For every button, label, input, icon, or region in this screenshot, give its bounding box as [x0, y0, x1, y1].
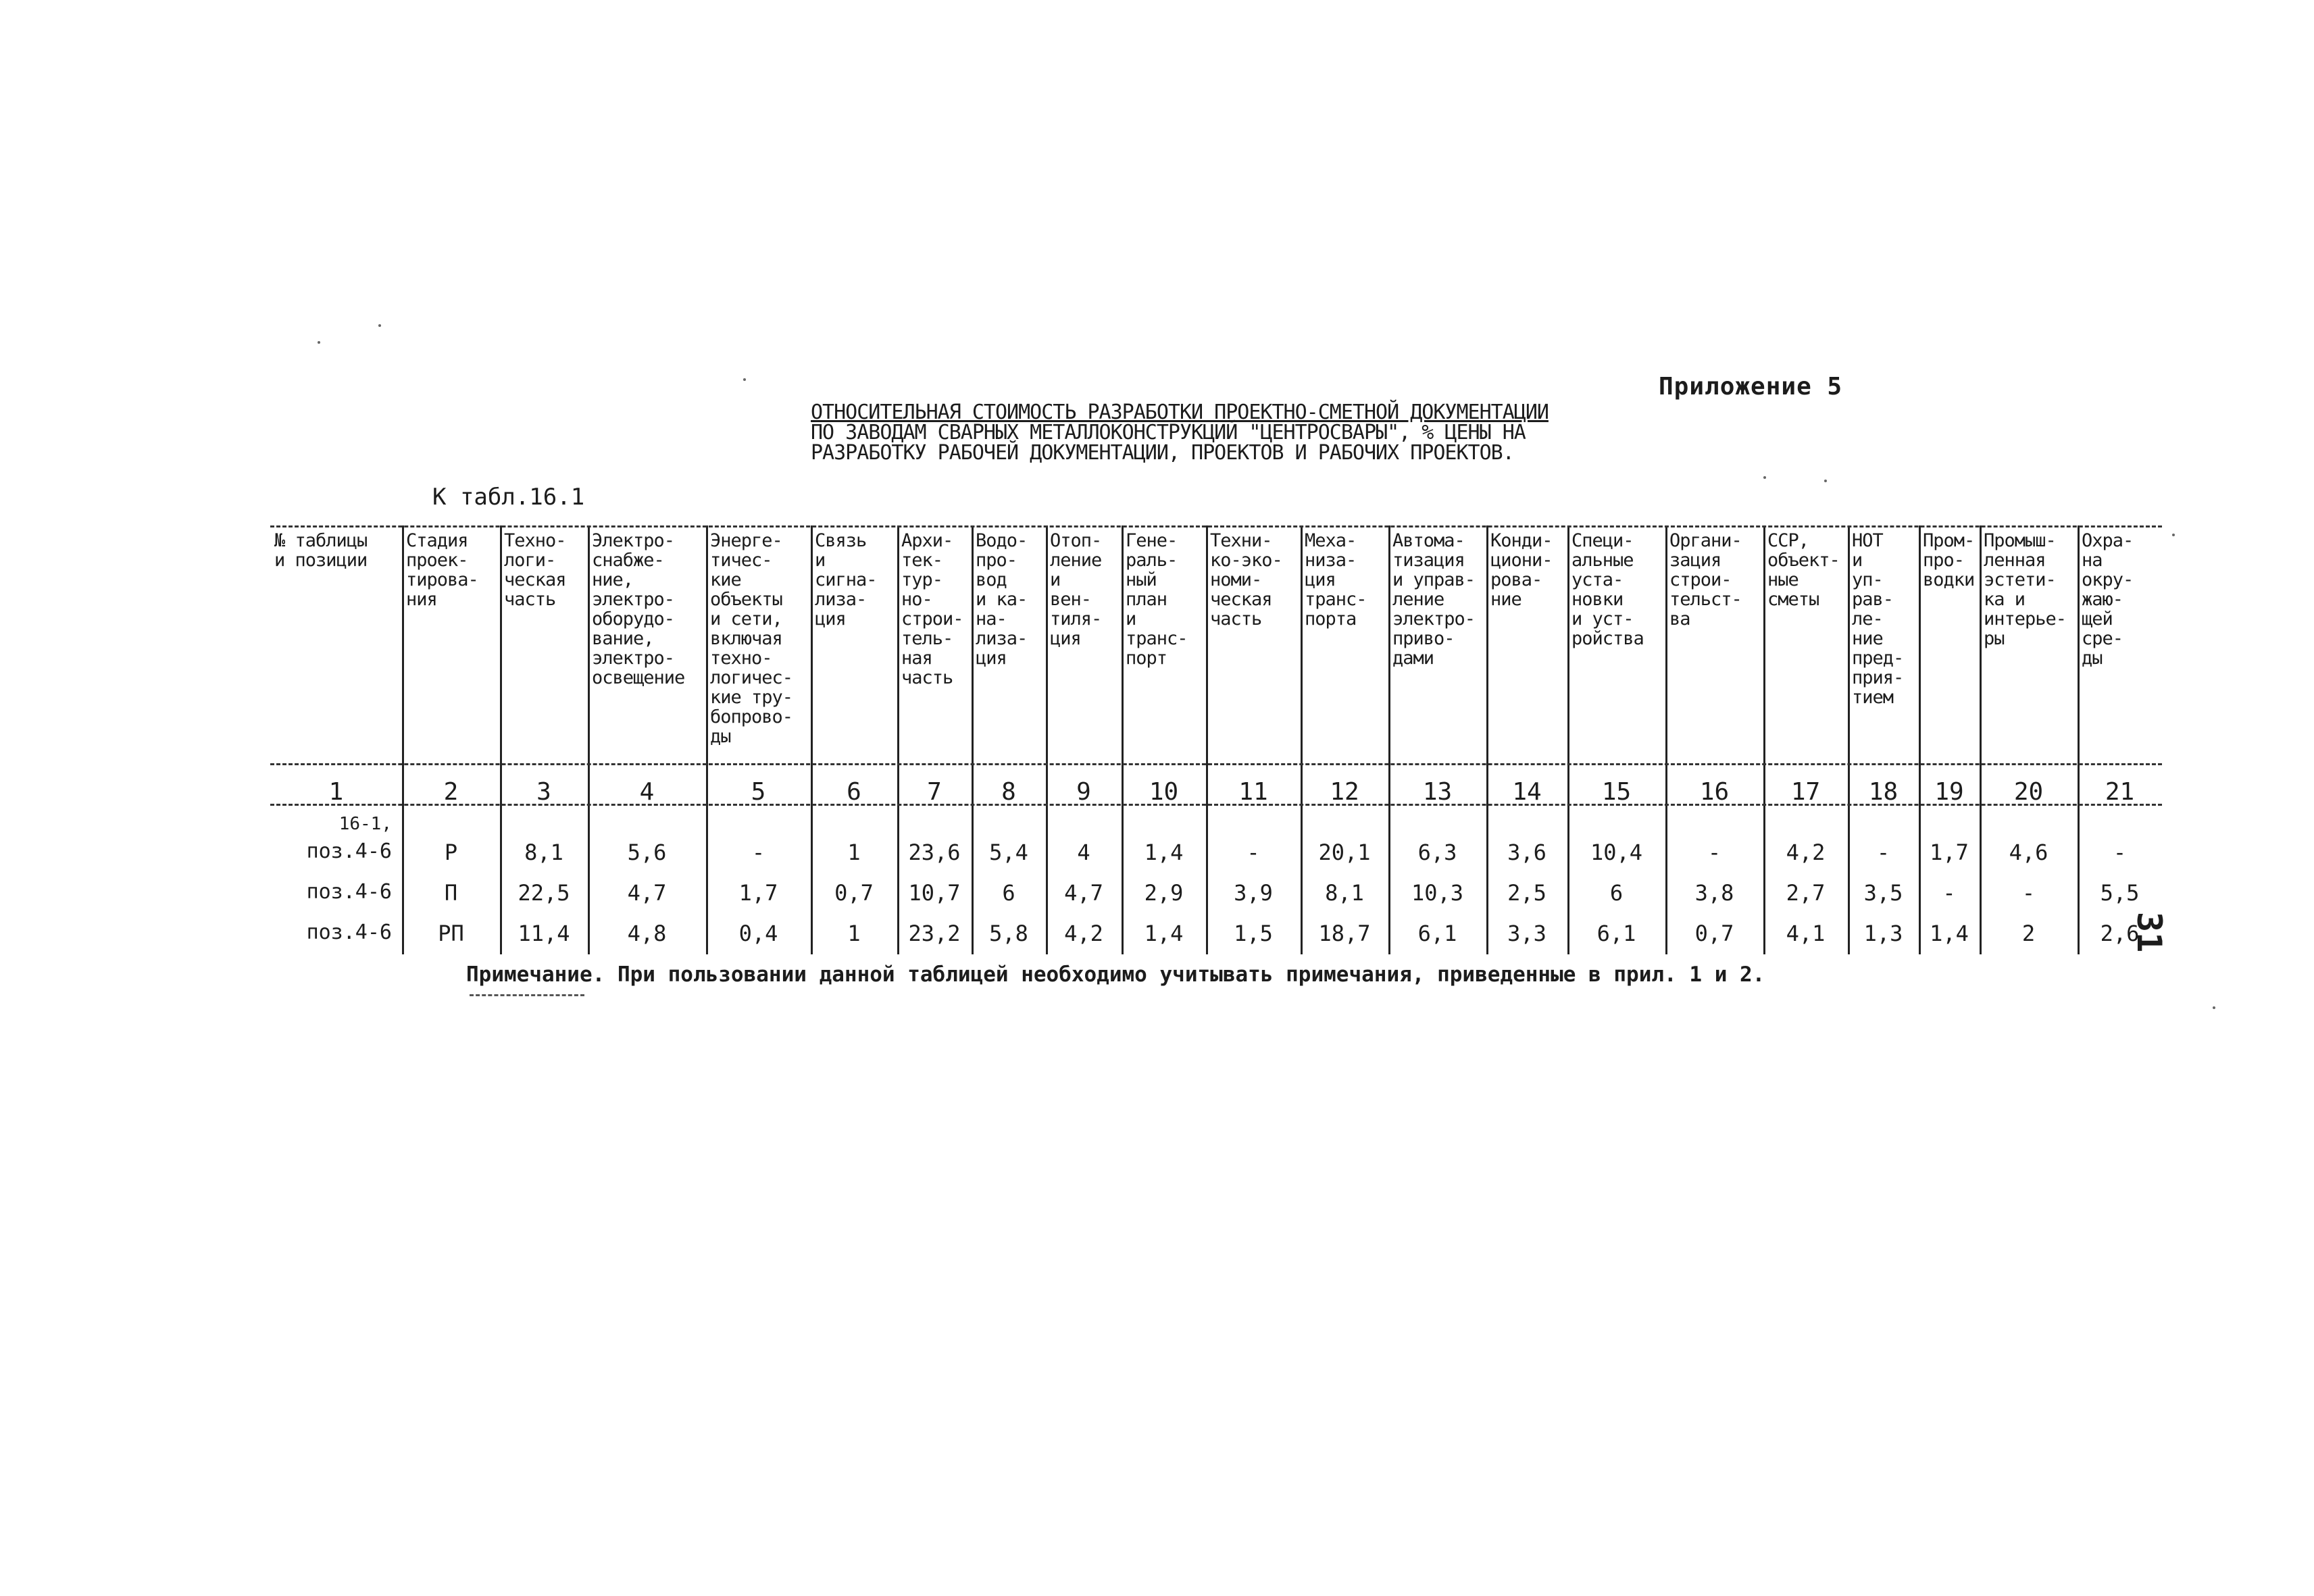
table-cell: 4,2	[1786, 840, 1826, 865]
table-cell: 18,7	[1318, 921, 1371, 946]
table-cell: -	[2021, 880, 2036, 906]
table-reference: К табл.16.1	[432, 484, 585, 511]
table-cell: 1,3	[1863, 921, 1903, 946]
row-label: поз.4-6	[306, 880, 392, 904]
table-cell: 6,3	[1417, 840, 1457, 865]
table-cell: 2,5	[1507, 880, 1546, 906]
column-number: 18	[1868, 778, 1898, 806]
column-header: Органи- зация строи- тельст- ва	[1669, 531, 1742, 629]
table-cell: -	[1942, 880, 1956, 906]
column-header: ССР, объект- ные сметы	[1767, 531, 1840, 609]
scan-speck	[2213, 1006, 2215, 1009]
row-label-top: 16-1,	[338, 814, 392, 834]
table-cell: 8,1	[524, 840, 563, 865]
column-header: Архи- тек- тур- но- строи- тель- ная часть	[901, 531, 963, 688]
table-cell: 2	[2021, 921, 2036, 946]
column-number: 12	[1330, 778, 1359, 806]
column-header: Конди- циони- рова- ние	[1490, 531, 1553, 609]
column-number: 3	[536, 778, 551, 806]
column-number: 2	[443, 778, 459, 806]
table-cell: 11,4	[518, 921, 570, 946]
scan-speck	[378, 324, 381, 327]
table-cell: 10,7	[908, 880, 961, 906]
table-cell: 4,2	[1064, 921, 1103, 946]
column-number: 17	[1790, 778, 1821, 806]
scan-speck	[1824, 480, 1827, 482]
column-header: Техни- ко-эко- номи- ческая часть	[1210, 531, 1282, 629]
scan-speck	[318, 341, 320, 344]
column-number: 8	[1001, 778, 1016, 806]
table-cell: 22,5	[518, 880, 570, 906]
column-header: № таблицы и позиции	[274, 531, 368, 570]
table-cell: 6,1	[1596, 921, 1636, 946]
table-cell: 1,7	[738, 880, 778, 906]
table-cell: 20,1	[1318, 840, 1371, 865]
column-header: Стадия проек- тирова- ния	[406, 531, 478, 609]
table-cell: 1,4	[1144, 840, 1184, 865]
table-cell: 3,9	[1234, 880, 1273, 906]
title-line: ПО ЗАВОДАМ СВАРНЫХ МЕТАЛЛОКОНСТРУКЦИЙ "ЦЕНТРОСВАРЫ", % ЦЕНЫ НА	[811, 421, 1526, 444]
table-cell: 3,5	[1863, 880, 1903, 906]
table-cell: 6,1	[1417, 921, 1457, 946]
column-number: 5	[751, 778, 766, 806]
column-number: 19	[1934, 778, 1964, 806]
page-number: 31	[2130, 912, 2169, 953]
column-number: 1	[328, 778, 344, 806]
table-cell: 5,6	[627, 840, 667, 865]
table-cell: 3,3	[1507, 921, 1546, 946]
column-number: 20	[2013, 778, 2044, 806]
column-header: Электро- снабже- ние, электро- оборудо- вание, электро- освещение	[592, 531, 685, 688]
table-cell: 1	[847, 840, 861, 865]
table-cell: 5,4	[989, 840, 1028, 865]
table-cell: 10,3	[1411, 880, 1464, 906]
table-cell: 4,6	[2009, 840, 2048, 865]
table-cell: 6	[1002, 880, 1015, 906]
table-cell: 4,7	[627, 880, 667, 906]
column-header: Промыш- ленная эстети- ка и интерье- ры	[1984, 531, 2067, 648]
column-number: 16	[1699, 778, 1730, 806]
table-cell: 1	[847, 921, 861, 946]
title-line: РАЗРАБОТКУ РАБОЧЕЙ ДОКУМЕНТАЦИИ, ПРОЕКТОВ И РАБОЧИХ ПРОЕКТОВ.	[811, 441, 1514, 465]
cost-table	[270, 525, 2162, 958]
table-cell: 23,6	[908, 840, 961, 865]
table-rule	[270, 525, 2162, 527]
table-cell: Р	[444, 840, 458, 865]
note-underline	[470, 994, 584, 996]
column-number: 15	[1601, 778, 1632, 806]
table-rule	[270, 763, 2162, 765]
table-cell: 6	[1609, 880, 1624, 906]
column-header: Связь и сигна- лиза- ция	[815, 531, 877, 629]
table-note: Примечание. При пользовании данной таблицей необходимо учитывать примечания, приведенные в прил. 1 и 2.	[466, 962, 1765, 987]
column-header: НОТ и уп- рав- ле- ние пред- прия- тием	[1852, 531, 1904, 707]
table-cell: П	[444, 880, 458, 906]
table-cell: 23,2	[908, 921, 961, 946]
table-cell: 1,5	[1234, 921, 1273, 946]
appendix-label: Приложение 5	[1659, 373, 1843, 401]
column-header: Специ- альные уста- новки и уст- ройства	[1571, 531, 1644, 648]
table-cell: 4	[1077, 840, 1090, 865]
table-cell: 5,5	[2100, 880, 2140, 906]
table-cell: -	[751, 840, 765, 865]
table-cell: 4,8	[627, 921, 667, 946]
column-header: Автома- тизация и управ- ление электро- приво- дами	[1392, 531, 1476, 668]
scan-speck	[743, 378, 746, 381]
column-header: Техно- логи- ческая часть	[504, 531, 566, 609]
table-cell: 2,9	[1144, 880, 1184, 906]
scan-speck	[1763, 476, 1766, 479]
row-label: поз.4-6	[306, 921, 392, 944]
table-cell: 2,6	[2100, 921, 2140, 946]
table-cell: -	[1247, 840, 1260, 865]
table-cell: 4,7	[1064, 880, 1103, 906]
table-cell: 0,7	[834, 880, 874, 906]
table-cell: 10,4	[1590, 840, 1643, 865]
table-cell: -	[1876, 840, 1890, 865]
title-line: ОТНОСИТЕЛЬНАЯ СТОИМОСТЬ РАЗРАБОТКИ ПРОЕКТНО-СМЕТНОЙ ДОКУМЕНТАЦИИ	[811, 401, 1549, 424]
table-cell: 1,7	[1930, 840, 1969, 865]
column-number: 9	[1076, 778, 1091, 806]
column-header: Энерге- тичес- кие объекты и сети, включая техно- логичес- кие тру- бопрово- ды	[710, 531, 793, 746]
table-cell: 0,4	[738, 921, 778, 946]
column-header: Водо- про- вод и ка- на- лиза- ция	[976, 531, 1028, 668]
table-cell: РП	[438, 921, 464, 946]
column-header: Отоп- ление и вен- тиля- ция	[1050, 531, 1102, 648]
table-cell: 3,8	[1694, 880, 1734, 906]
column-header: Охра- на окру- жаю- щей сре- ды	[2082, 531, 2134, 668]
column-number: 14	[1512, 778, 1542, 806]
column-number: 6	[847, 778, 861, 806]
table-cell: 3,6	[1507, 840, 1546, 865]
column-number: 4	[639, 778, 655, 806]
row-label: поз.4-6	[306, 840, 392, 863]
column-number: 11	[1238, 778, 1268, 806]
column-header: Гене- раль- ный план и транс- порт	[1126, 531, 1188, 668]
table-cell: 5,8	[989, 921, 1028, 946]
column-header: Меха- низа- ция транс- порта	[1305, 531, 1367, 629]
column-header: Пром- про- водки	[1923, 531, 1975, 590]
column-number: 10	[1149, 778, 1179, 806]
column-number: 21	[2105, 778, 2135, 806]
table-cell: -	[2113, 840, 2127, 865]
table-cell: 2,7	[1786, 880, 1826, 906]
table-cell: 1,4	[1144, 921, 1184, 946]
table-cell: 8,1	[1325, 880, 1364, 906]
document-title	[811, 403, 1621, 463]
scan-speck	[2172, 534, 2175, 536]
column-number: 7	[927, 778, 942, 806]
table-cell: 1,4	[1930, 921, 1969, 946]
table-cell: 4,1	[1786, 921, 1826, 946]
table-cell: -	[1707, 840, 1721, 865]
table-cell: 0,7	[1694, 921, 1734, 946]
column-number: 13	[1422, 778, 1453, 806]
